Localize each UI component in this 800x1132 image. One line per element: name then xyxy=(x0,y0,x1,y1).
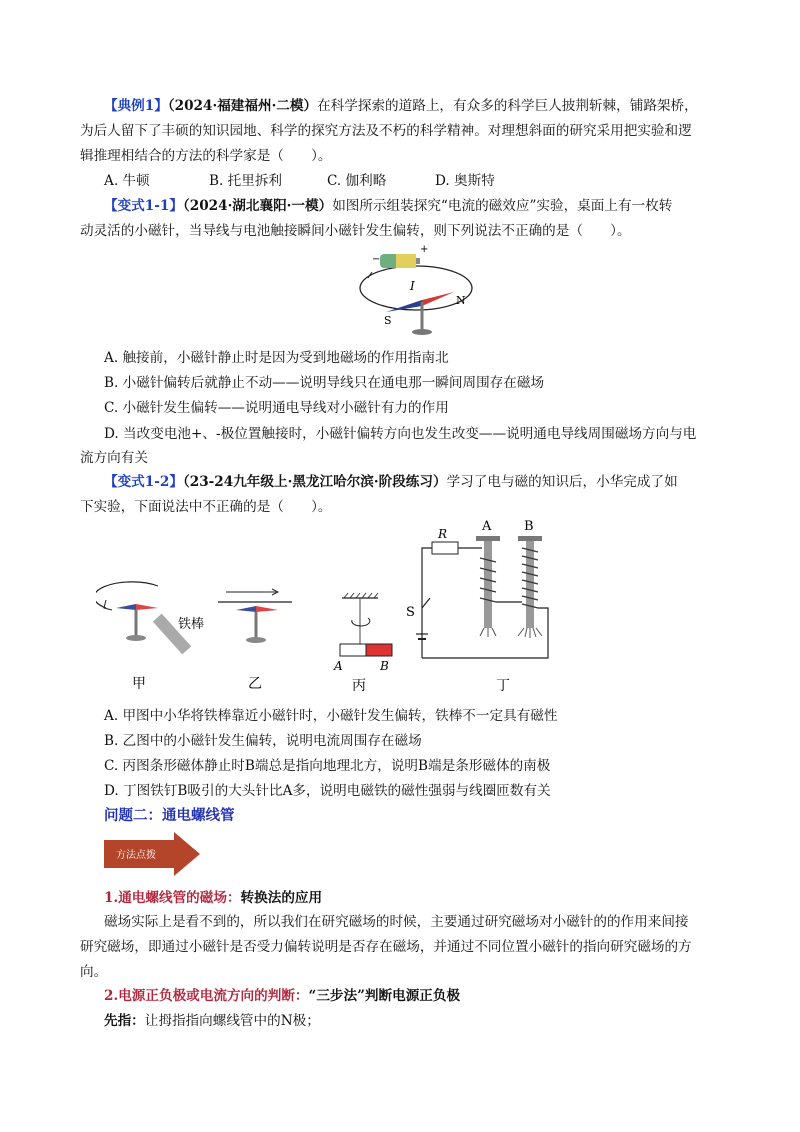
point1-line1: 磁场实际上是看不到的，所以我们在研究磁场的时候，主要通过研究磁场对小磁针的的作用来间接 xyxy=(104,914,689,930)
nail-a-label: A xyxy=(482,519,492,534)
figure-yi xyxy=(218,589,292,692)
switch-label: S xyxy=(406,605,415,620)
pins-b xyxy=(518,628,542,638)
variant2-line1 xyxy=(104,472,744,492)
example1-text2: 为后人留下了丰硕的知识园地、科学的探究方法及不朽的科学精神。对理想斜面的研究采用把实验和逻 xyxy=(80,123,692,139)
fig-ding-label: 丁 xyxy=(496,678,510,694)
variant2-tag: 【变式1-2】 xyxy=(104,474,183,490)
variant1-option-d: D. 当改变电池+、-极位置触接时，小磁针偏转方向也发生改变——说明通电导线周围磁场方向与电 xyxy=(104,426,697,442)
point1-line3: 向。 xyxy=(80,964,108,980)
variant2-source: （23-24九年级上·黑龙江哈尔滨·阶段练习） xyxy=(182,474,447,490)
fig-bing-label: 丙 xyxy=(352,678,366,694)
example1-source: （2024·福建福州·二模） xyxy=(167,98,318,114)
variant1-option-c: C. 小磁针发生偏转——说明通电导线对小磁针有力的作用 xyxy=(104,400,449,416)
iron-rod-label: 铁棒 xyxy=(178,617,205,632)
fig-jia-label: 甲 xyxy=(132,676,146,692)
nail-b-label: B xyxy=(524,519,534,534)
variant1-tag: 【变式1-1】 xyxy=(104,198,183,214)
example1-option-a: A. 牛顿 xyxy=(104,173,150,189)
figure-jia xyxy=(96,582,204,692)
rotation-arrow-icon xyxy=(352,618,370,626)
point2-heading xyxy=(104,986,744,1006)
example1-options xyxy=(104,171,744,191)
switch xyxy=(422,598,430,608)
badge-label: 方法点拨 xyxy=(116,850,156,861)
step1-text: 让拇指指向螺线管中的N极； xyxy=(144,1013,320,1029)
resistor xyxy=(432,542,458,554)
point1-heading xyxy=(104,888,744,908)
point1-subtitle: 转换法的应用 xyxy=(240,890,323,906)
step1-line xyxy=(104,1011,744,1031)
variant1-option-b: B. 小磁针偏转后就静止不动——说明导线只在通电那一瞬间周围存在磁场 xyxy=(104,375,545,391)
magnet-a-label: A xyxy=(334,659,343,673)
oersted-experiment-figure xyxy=(350,240,480,340)
example1-option-d: D. 奥斯特 xyxy=(435,173,495,189)
variant2-option-c: C. 丙图条形磁体静止时B端总是指向地理北方，说明B端是条形磁体的南极 xyxy=(104,758,551,774)
pins-a xyxy=(480,628,496,637)
magnet-b-label: B xyxy=(380,659,389,673)
variant1-text2: 动灵活的小磁针，当导线与电池触接瞬间小磁针发生偏转，则下列说法不正确的是（ ）。 xyxy=(80,223,631,239)
example1-text1: 在科学探索的道路上，有众多的科学巨人披荆斩棘，铺路架桥， xyxy=(317,98,698,114)
example1-text3: 辑推理相结合的方法的科学家是（ ）。 xyxy=(80,148,332,164)
variant1-line1 xyxy=(104,196,744,216)
variant1-option-a: A. 触接前，小磁针静止时是因为受到地磁场的作用指南北 xyxy=(104,350,449,366)
south-label: S xyxy=(384,314,392,327)
example1-tag: 【典例1】 xyxy=(104,98,168,114)
point2-title: 2.电源正负极或电流方向的判断： xyxy=(104,988,309,1004)
figure-bing xyxy=(333,593,392,694)
variant2-option-a: A. 甲图中小华将铁棒靠近小磁针时，小磁针发生偏转，铁棒不一定具有磁性 xyxy=(104,708,558,724)
nail-a xyxy=(484,538,492,628)
variant2-text2: 下实验，下面说法中不正确的是（ ）。 xyxy=(80,499,332,515)
rotation-arrow-icon xyxy=(104,600,112,610)
point2-subtitle: “三步法”判断电源正负极 xyxy=(308,988,461,1004)
variant2-option-d: D. 丁图铁钉B吸引的大头针比A多，说明电磁铁的磁性强弱与线圈匝数有关 xyxy=(104,783,551,799)
plus-label: + xyxy=(420,244,429,255)
variant2-option-b: B. 乙图中的小磁针发生偏转，说明电流周围存在磁场 xyxy=(104,733,422,749)
fig-yi-label: 乙 xyxy=(248,676,262,692)
example1-option-c: C. 伽利略 xyxy=(327,173,387,189)
variant1-source: （2024·湖北襄阳·一模） xyxy=(182,198,333,214)
example1-option-b: B. 托里拆利 xyxy=(209,173,283,189)
resistor-label: R xyxy=(438,527,448,541)
point1-line2: 研究磁场，即通过小磁针是否受力偏转说明是否存在磁场，并通过不同位置小磁针的指向研究磁场的方 xyxy=(80,939,692,955)
minus-label: − xyxy=(372,254,381,265)
example1-line1 xyxy=(104,96,744,116)
current-label: I xyxy=(410,279,415,293)
variant1-option-d-cont: 流方向有关 xyxy=(80,450,148,466)
method-badge xyxy=(104,832,200,876)
needle-north xyxy=(422,292,454,306)
bar-magnet-b-end xyxy=(366,644,392,656)
variant2-text1: 学习了电与磁的知识后，小华完成了如 xyxy=(446,474,678,490)
north-label: N xyxy=(456,294,466,307)
figure-ding xyxy=(406,519,548,694)
point1-title: 1.通电螺线管的磁场： xyxy=(104,890,241,906)
step1-label: 先指： xyxy=(104,1013,145,1029)
four-experiments-figure xyxy=(96,518,556,698)
bar-magnet-a-end xyxy=(340,644,366,656)
variant1-text1: 如图所示组装探究“电流的磁效应”实验，桌面上有一枚转 xyxy=(332,198,673,214)
section2-title: 问题二：通电螺线管 xyxy=(104,807,235,824)
